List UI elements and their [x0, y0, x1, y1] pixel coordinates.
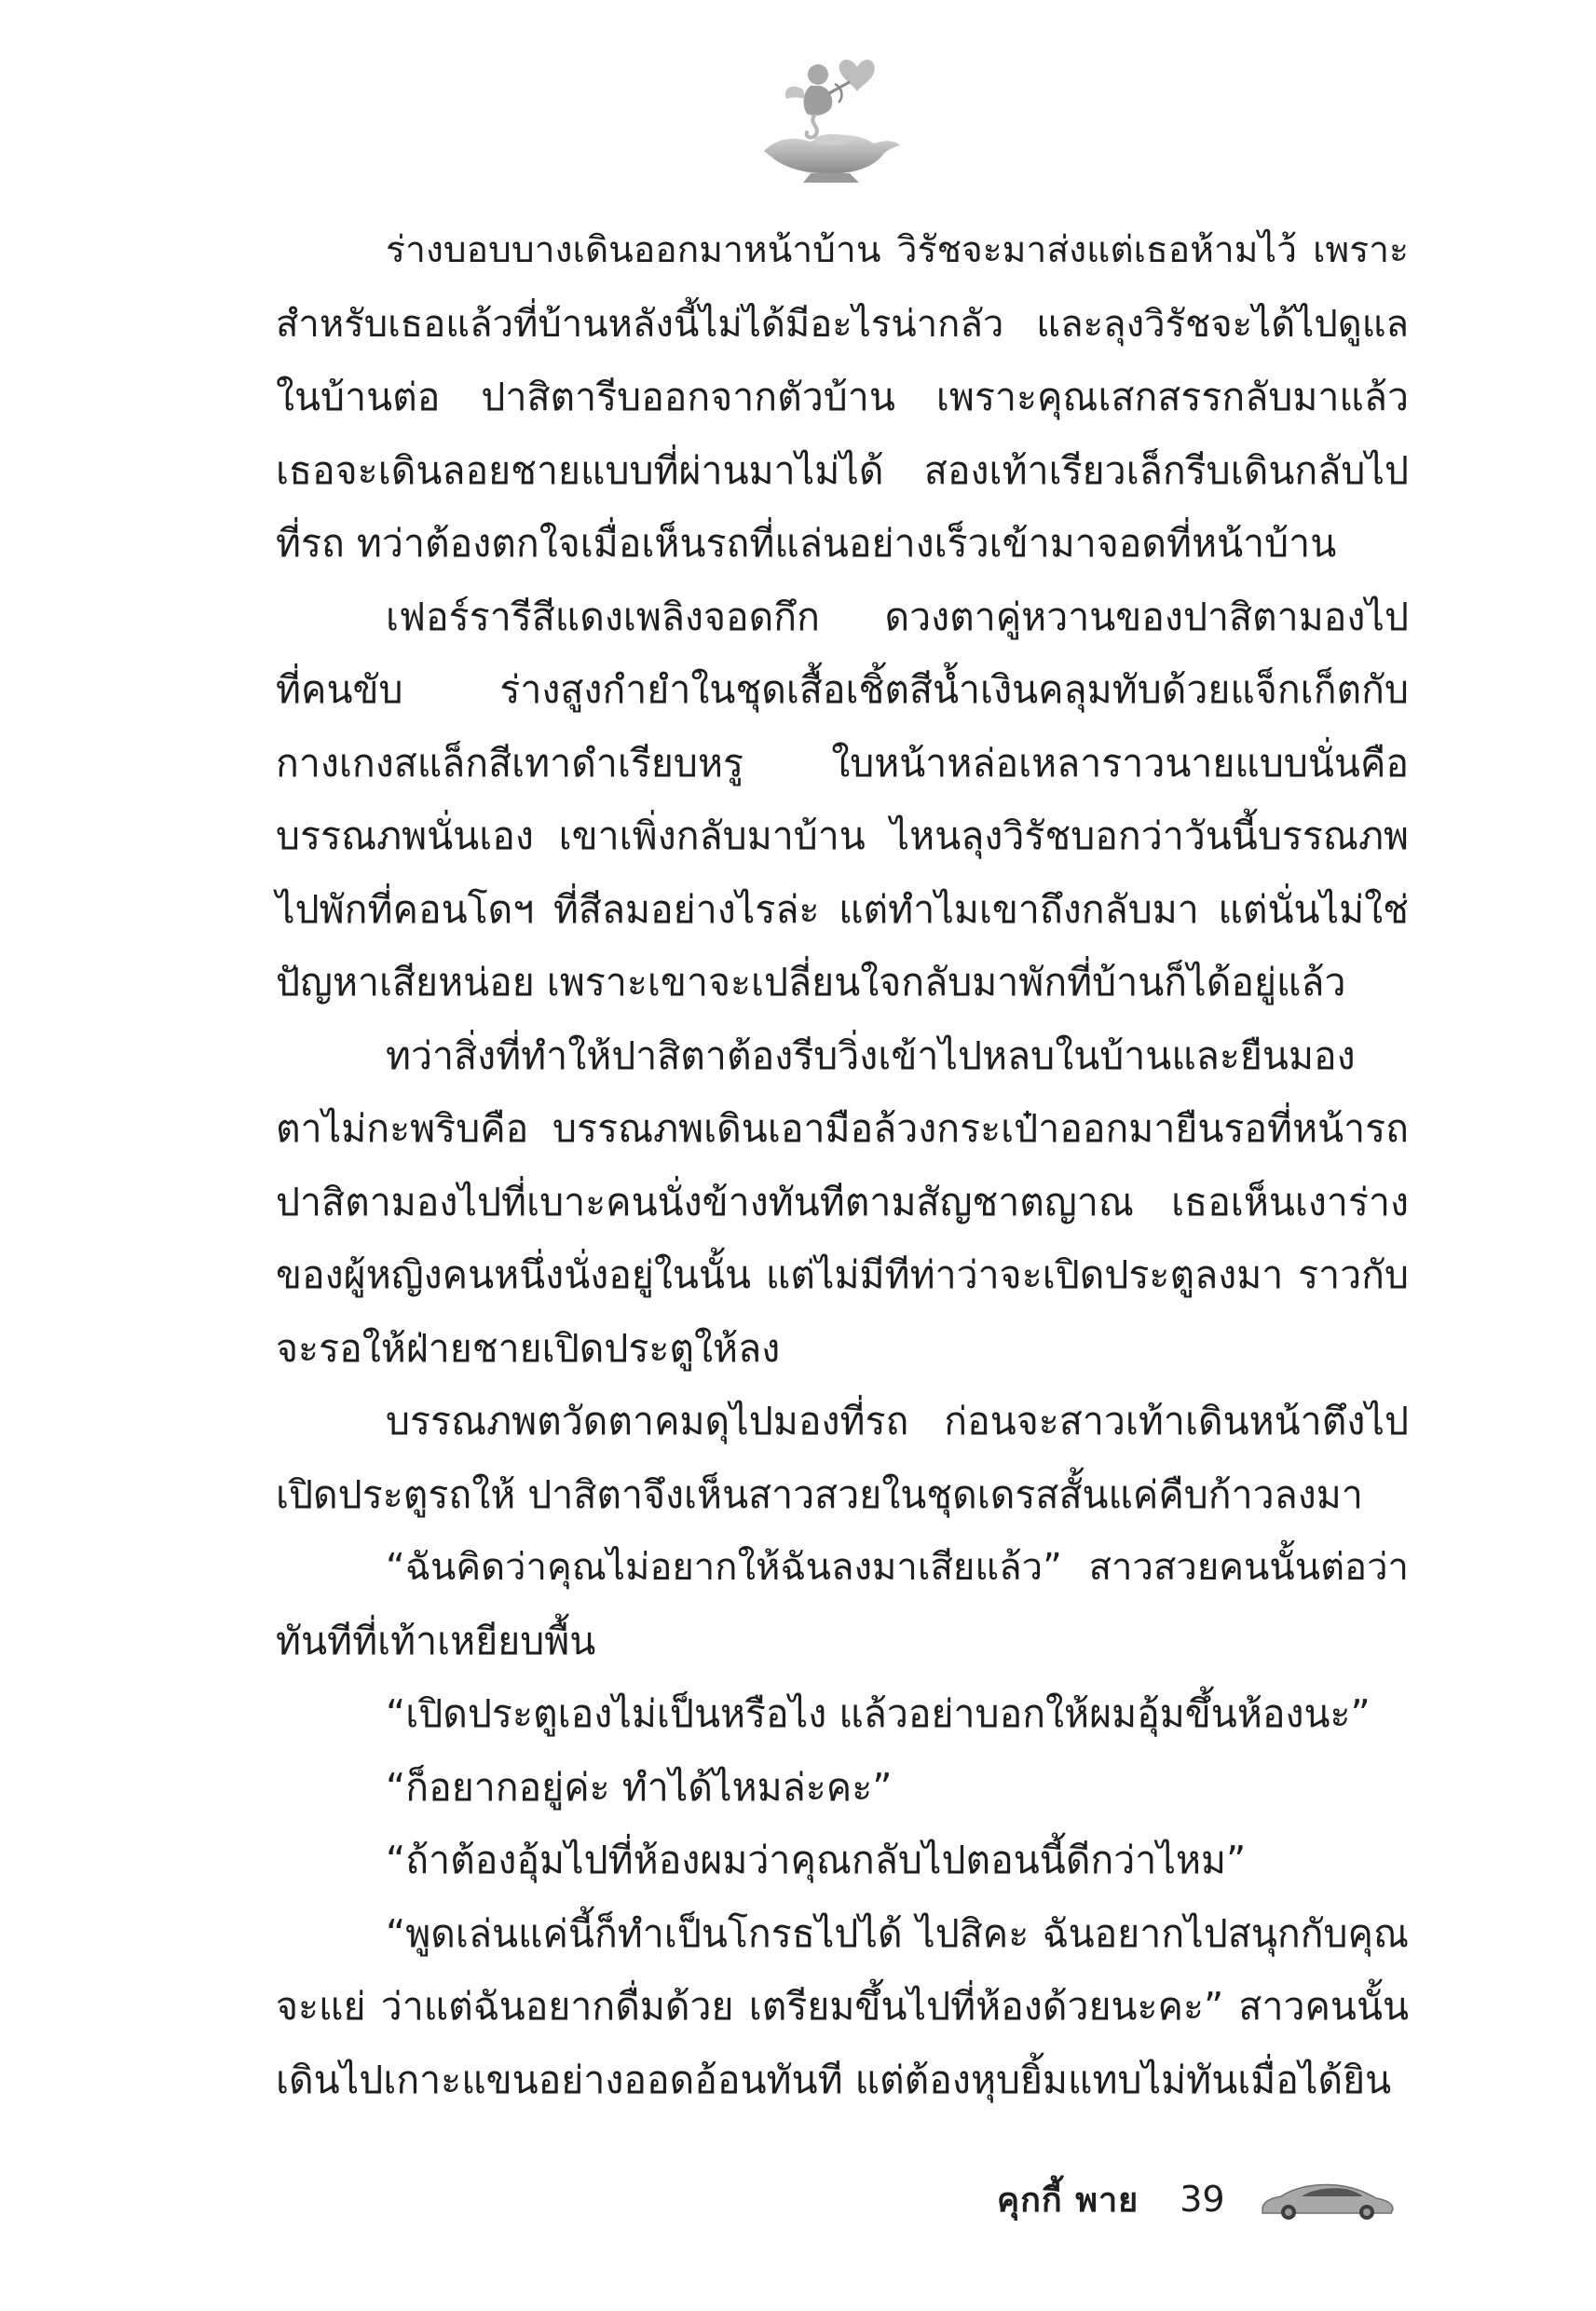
- running-footer-title: คุกกี้ พาย: [997, 2181, 1139, 2220]
- text-line: จะแย่ ว่าแต่ฉันอยากดื่มด้วย เตรียมขึ้นไปที่ห้องด้วยนะคะ” สาวคนนั้น: [276, 1984, 1409, 2029]
- text-line: เปิดประตูรถให้ ปาสิตาจึงเห็นสาวสวยในชุดเดรสสั้นแค่คืบก้าวลงมา: [276, 1471, 1363, 1517]
- text-line: จะรอให้ฝ่ายชายเปิดประตูให้ลง: [276, 1325, 781, 1371]
- body-text: [276, 214, 1409, 2116]
- text-line: ที่คนขับ ร่างสูงกำยำในชุดเสื้อเชิ้ตสีน้ำเงินคลุมทับด้วยแจ็กเก็ตกับ: [276, 667, 1409, 712]
- genie-lamp-with-cupid-icon: [745, 47, 913, 186]
- text-line: กางเกงสแล็กสีเทาดำเรียบหรู ใบหน้าหล่อเหลาราวนายแบบนั่นคือ: [276, 740, 1409, 786]
- text-line: ไปพักที่คอนโดฯ ที่สีลมอย่างไรล่ะ แต่ทำไมเขาถึงกลับมา แต่นั่นไม่ใช่: [276, 886, 1409, 932]
- text-line: “เปิดประตูเองไม่เป็นหรือไง แล้วอย่าบอกให้ผมอุ้มขึ้นห้องนะ”: [386, 1691, 1371, 1736]
- text-line: ร่างบอบบางเดินออกมาหน้าบ้าน วิรัชจะมาส่งแต่เธอห้ามไว้ เพราะ: [386, 229, 1409, 271]
- text-line: ปัญหาเสียหน่อย เพราะเขาจะเปลี่ยนใจกลับมาพักที่บ้านก็ได้อยู่แล้ว: [276, 960, 1346, 1005]
- sports-car-icon: [1257, 2176, 1397, 2222]
- text-line: เธอจะเดินลอยชายแบบที่ผ่านมาไม่ได้ สองเท้าเรียวเล็กรีบเดินกลับไป: [276, 447, 1409, 493]
- text-line: บรรณภพตวัดตาคมดุไปมองที่รถ ก่อนจะสาวเท้าเดินหน้าตึงไป: [386, 1399, 1409, 1443]
- text-line: บรรณภพนั่นเอง เขาเพิ่งกลับมาบ้าน ไหนลุงวิรัชบอกว่าวันนี้บรรณภพ: [276, 814, 1409, 858]
- text-line: ทว่าสิ่งที่ทำให้ปาสิตาต้องรีบวิ่งเข้าไปหลบในบ้านและยืนมอง: [386, 1032, 1356, 1078]
- text-line: ที่รถ ทว่าต้องตกใจเมื่อเห็นรถที่แล่นอย่างเร็วเข้ามาจอดที่หน้าบ้าน: [276, 521, 1337, 566]
- page-footer: [997, 2171, 1397, 2227]
- text-line: ทันทีที่เท้าเหยียบพื้น: [276, 1618, 596, 1663]
- text-line: “ฉันคิดว่าคุณไม่อยากให้ฉันลงมาเสียแล้ว” สาวสวยคนนั้นต่อว่า: [386, 1546, 1409, 1589]
- text-line: “พูดเล่นแค่นี้ก็ทำเป็นโกรธไปได้ ไปสิคะ ฉันอยากไปสนุกกับคุณ: [386, 1910, 1409, 1956]
- text-line: ตาไม่กะพริบคือ บรรณภพเดินเอามือล้วงกระเป๋าออกมายืนรอที่หน้ารถ: [276, 1106, 1409, 1151]
- text-line: ปาสิตามองไปที่เบาะคนนั่งข้างทันทีตามสัญชาตญาณ เธอเห็นเงาร่าง: [276, 1179, 1409, 1224]
- page-number: 39: [1180, 2179, 1225, 2220]
- text-line: ในบ้านต่อ ปาสิตารีบออกจากตัวบ้าน เพราะคุณเสกสรรกลับมาแล้ว: [276, 375, 1409, 419]
- text-line: ของผู้หญิงคนหนึ่งนั่งอยู่ในนั้น แต่ไม่มีทีท่าว่าจะเปิดประตูลงมา ราวกับ: [276, 1252, 1409, 1297]
- text-line: “ก็อยากอยู่ค่ะ ทำได้ไหมล่ะคะ”: [386, 1764, 893, 1810]
- text-line: “ถ้าต้องอุ้มไปที่ห้องผมว่าคุณกลับไปตอนนี้ดีกว่าไหม”: [386, 1838, 1247, 1882]
- text-line: เฟอร์รารีสีแดงเพลิงจอดกึก ดวงตาคู่หวานของปาสิตามองไป: [386, 594, 1409, 639]
- text-line: เดินไปเกาะแขนอย่างออดอ้อนทันที แต่ต้องหุบยิ้มแทบไม่ทันเมื่อได้ยิน: [276, 2057, 1392, 2102]
- text-line: สำหรับเธอแล้วที่บ้านหลังนี้ไม่ได้มีอะไรน่ากลัว และลุงวิรัชจะได้ไปดูแล: [276, 302, 1409, 346]
